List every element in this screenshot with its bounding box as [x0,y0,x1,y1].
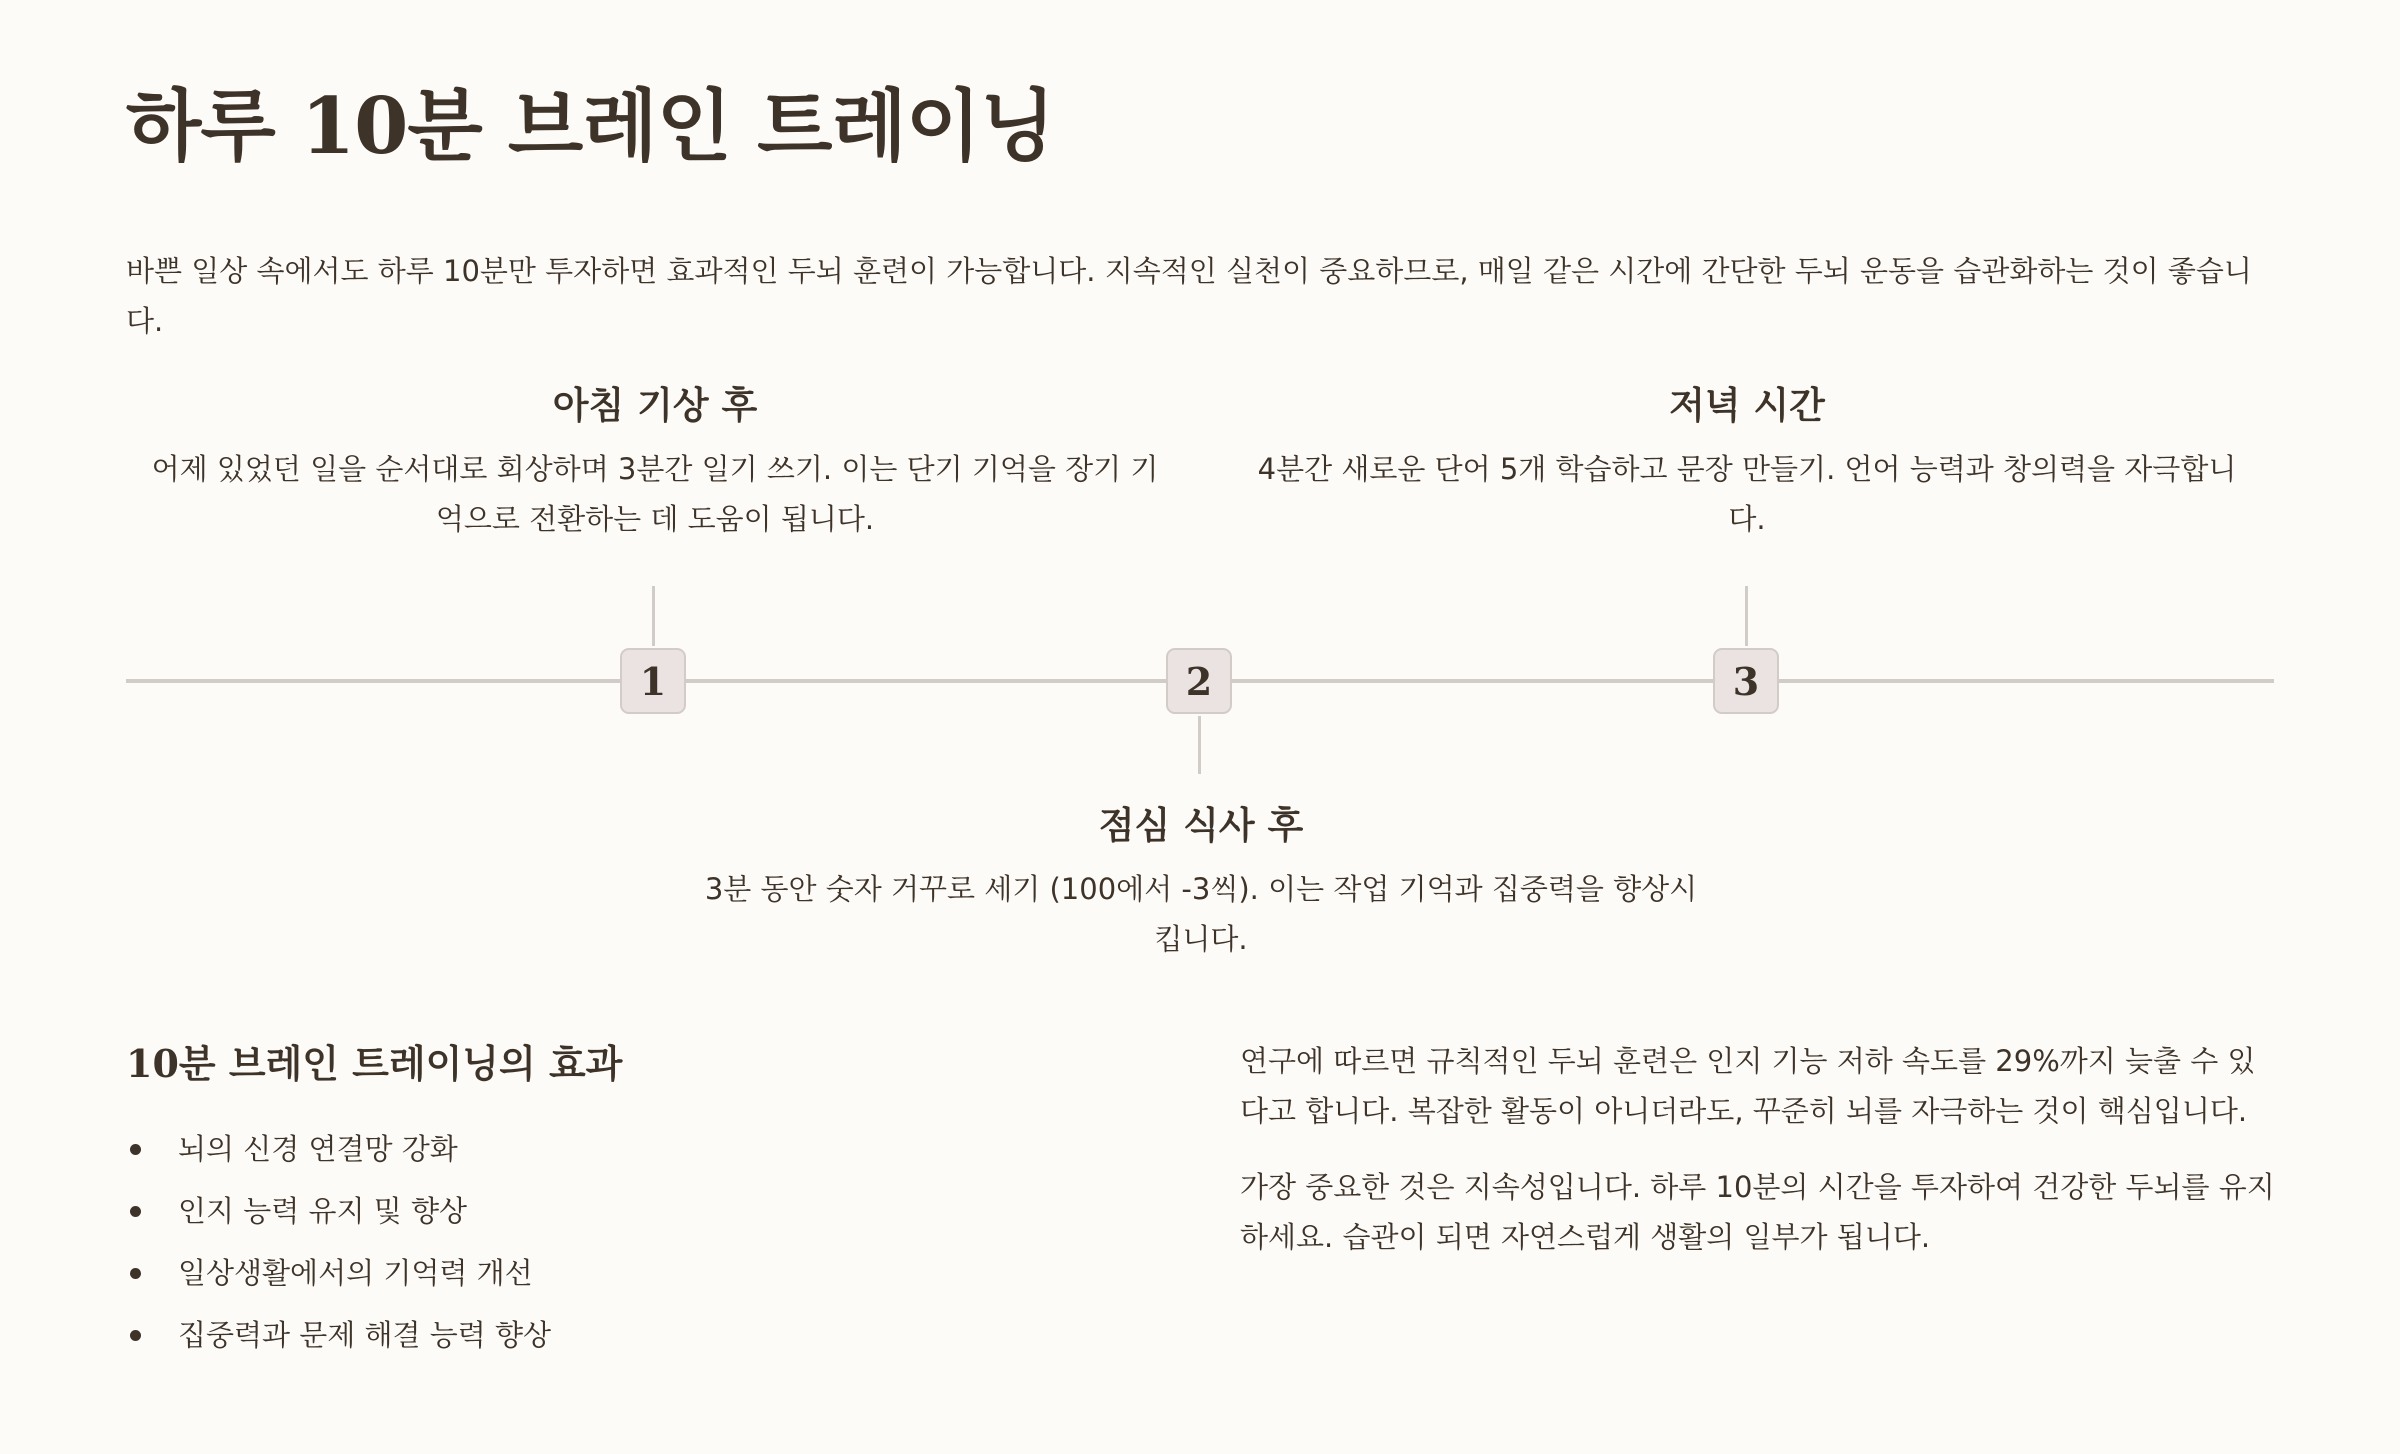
list-item: 일상생활에서의 기억력 개선 [126,1242,551,1304]
timeline-marker-2: 2 [1166,648,1232,714]
timeline-step-lunch [696,800,1706,964]
timeline-step-morning [150,380,1160,544]
list-item: 집중력과 문제 해결 능력 향상 [126,1304,551,1366]
timeline-marker-3: 3 [1713,648,1779,714]
step-heading: 아침 기상 후 [552,384,758,427]
notes-column [1240,1036,2280,1288]
consistency-paragraph: 가장 중요한 것은 지속성입니다. 하루 10분의 시간을 투자하여 건강한 두뇌를 유지하세요. 습관이 되면 자연스럽게 생활의 일부가 됩니다. [1240,1170,2275,1254]
page-title: 하루 10분 브레인 트레이닝 [126,81,1055,172]
timeline-marker-1: 1 [620,648,686,714]
step-description: 어제 있었던 일을 순서대로 회상하며 3분간 일기 쓰기. 이는 단기 기억을 장기 기억으로 전환하는 데 도움이 됩니다. [151,452,1159,536]
timeline-step-evening [1242,380,2252,544]
effects-heading: 10분 브레인 트레이닝의 효과 [126,1041,623,1086]
research-paragraph: 연구에 따르면 규칙적인 두뇌 훈련은 인지 기능 저하 속도를 29%까지 늦출 수 있다고 합니다. 복잡한 활동이 아니더라도, 꾸준히 뇌를 자극하는 것이 핵심입니다. [1240,1044,2256,1128]
timeline-connector [1745,586,1748,646]
timeline-connector [1198,716,1201,774]
step-description: 3분 동안 숫자 거꾸로 세기 (100에서 -3씩). 이는 작업 기억과 집중력을 향상시킵니다. [704,872,1698,956]
timeline-connector [652,586,655,646]
step-heading: 저녁 시간 [1669,384,1825,427]
step-description: 4분간 새로운 단어 5개 학습하고 문장 만들기. 언어 능력과 창의력을 자극합니다. [1257,452,2237,536]
intro-paragraph: 바쁜 일상 속에서도 하루 10분만 투자하면 효과적인 두뇌 훈련이 가능합니다. 지속적인 실천이 중요하므로, 매일 같은 시간에 간단한 두뇌 운동을 습관화하는 것이 좋습니다. [126,254,2252,338]
list-item: 인지 능력 유지 및 향상 [126,1180,551,1242]
step-heading: 점심 식사 후 [1098,804,1304,847]
effects-list [126,1118,551,1366]
list-item: 뇌의 신경 연결망 강화 [126,1118,551,1180]
